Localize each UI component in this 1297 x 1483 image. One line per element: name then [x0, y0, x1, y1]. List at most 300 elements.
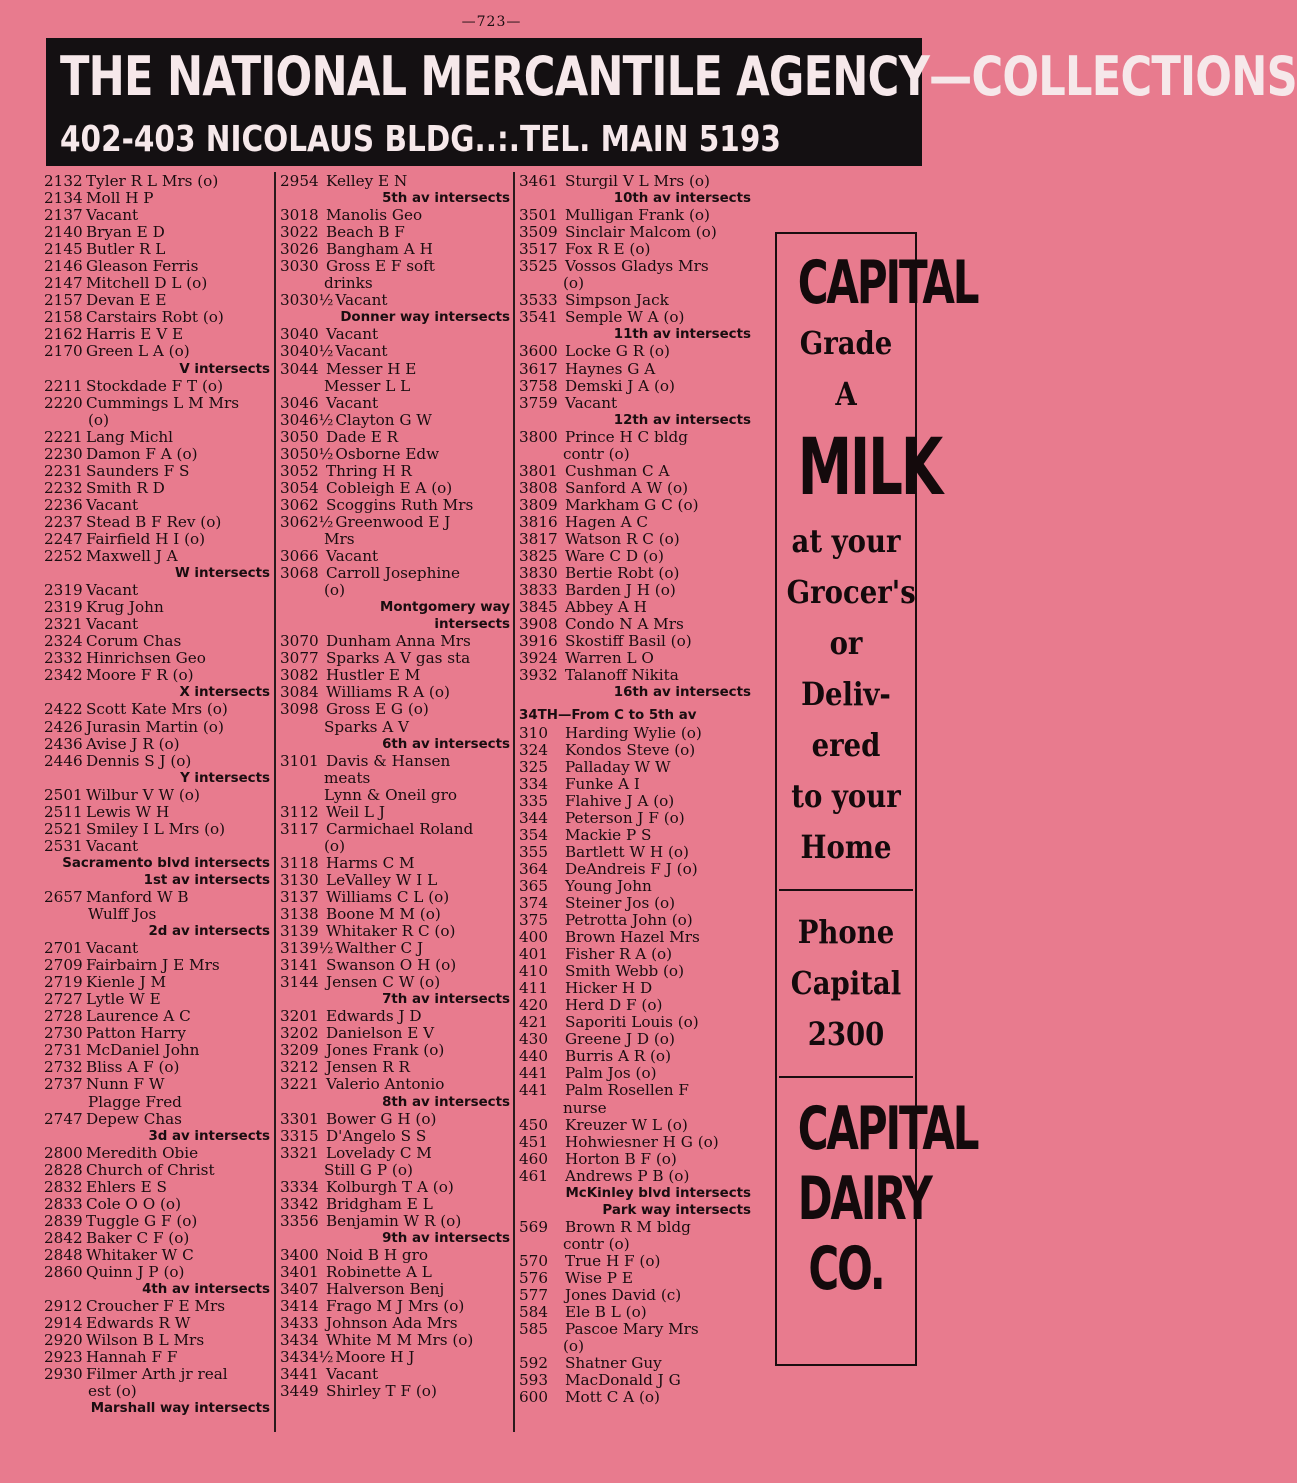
intersection-heading: 6th av intersects — [382, 736, 510, 752]
house-number: 585 — [519, 1320, 548, 1339]
house-number: 2147 — [44, 274, 83, 293]
house-number: 400 — [519, 928, 548, 947]
resident-name: Shirley T F (o) — [326, 1382, 437, 1401]
house-number: 335 — [519, 791, 548, 810]
resident-name: DeAndreis F J (o) — [565, 859, 698, 878]
listing-row — [44, 633, 270, 650]
resident-name: Robinette A L — [326, 1263, 432, 1281]
listing-row — [280, 1179, 510, 1196]
house-number: 3808 — [519, 478, 558, 497]
house-number: 2521 — [44, 819, 83, 838]
resident-name: Stockdade F T (o) — [86, 376, 223, 395]
resident-name: Steiner Jos (o) — [565, 893, 676, 912]
house-number: 3141 — [280, 956, 319, 975]
house-number: 310 — [519, 723, 548, 742]
house-number: 2839 — [44, 1211, 83, 1230]
ad-text: Grocer's — [786, 573, 916, 611]
resident-name: Harris E V E — [86, 325, 184, 344]
house-number: 3517 — [519, 240, 558, 259]
resident-name: Sturgil V L Mrs (o) — [565, 172, 710, 190]
resident-name: Simpson Jack — [565, 291, 669, 310]
listing-continuation: drinks — [324, 274, 373, 293]
banner-telephone: TEL. MAIN 5193 — [519, 119, 781, 160]
resident-name: Corum Chas — [86, 632, 182, 651]
house-number: 3321 — [280, 1143, 319, 1162]
house-number: 3070 — [280, 632, 319, 651]
listing-row — [280, 429, 510, 446]
listing-row — [280, 804, 510, 821]
listing-row — [519, 378, 751, 395]
ad-company-name: CAPITAL — [797, 1094, 978, 1164]
house-number: 3221 — [280, 1075, 319, 1094]
listing-row — [519, 1253, 751, 1270]
house-number: 576 — [519, 1269, 548, 1287]
house-number: 2511 — [44, 802, 83, 821]
ad-text: to your — [791, 777, 901, 815]
resident-name: Moore H J — [335, 1348, 415, 1367]
resident-name: Warren L O — [565, 649, 654, 668]
resident-name: Bartlett W H (o) — [565, 842, 689, 861]
resident-name: Talanoff Nikita — [565, 666, 679, 685]
listing-row — [519, 1151, 751, 1168]
house-number: 2833 — [44, 1194, 83, 1213]
resident-name: Mackie P S — [565, 825, 652, 844]
house-number: 3040½ — [280, 342, 334, 361]
resident-name: Johnson Ada Mrs — [326, 1314, 458, 1333]
resident-name: Barden J H (o) — [565, 581, 676, 600]
house-number: 2137 — [44, 206, 83, 225]
listing-row — [44, 957, 270, 974]
house-number: 2342 — [44, 666, 83, 685]
house-number: 411 — [519, 979, 548, 998]
house-number: 2954 — [280, 172, 319, 190]
house-number: 451 — [519, 1132, 548, 1151]
house-number: 2321 — [44, 615, 83, 634]
listing-row — [519, 309, 751, 326]
house-number: 3082 — [280, 666, 319, 685]
resident-name: Flahive J A (o) — [565, 791, 675, 810]
listing-row — [280, 1128, 510, 1145]
resident-name: Edwards J D — [326, 1007, 422, 1026]
resident-name: Sanford A W (o) — [565, 478, 689, 497]
listing-row — [280, 207, 510, 224]
house-number: 2446 — [44, 751, 83, 770]
banner-address-line — [60, 119, 781, 160]
resident-name: Scott Kate Mrs (o) — [86, 700, 228, 719]
resident-name: Meredith Obie — [86, 1143, 199, 1162]
page-number: —723— — [461, 14, 522, 30]
house-number: 2221 — [44, 427, 83, 446]
house-number: 2134 — [44, 189, 83, 208]
house-number: 375 — [519, 911, 548, 930]
resident-name: Weil L J — [326, 802, 385, 821]
house-number: 3334 — [280, 1177, 319, 1196]
house-number: 3461 — [519, 172, 558, 190]
resident-name: Gross E F soft — [326, 257, 435, 276]
resident-name: Haynes G A — [565, 359, 656, 378]
ad-phone-number: 2300 — [807, 1015, 885, 1053]
listing-row — [519, 742, 751, 759]
resident-name: Maxwell J A — [86, 547, 178, 566]
listing-row — [519, 241, 751, 258]
resident-name: Baker C F (o) — [86, 1228, 190, 1247]
house-number: 3434 — [280, 1331, 319, 1350]
listing-row — [519, 395, 751, 412]
intersection-heading: 10th av intersects — [613, 191, 751, 207]
listing-row — [519, 759, 751, 776]
resident-name: Palm Jos (o) — [565, 1064, 657, 1083]
listing-row — [44, 190, 270, 207]
intersection-heading: 11th av intersects — [613, 327, 751, 343]
house-number: 364 — [519, 859, 548, 878]
intersection-heading: Park way intersects — [602, 1202, 751, 1218]
listing-row — [280, 1383, 510, 1400]
ad-text: or — [829, 624, 863, 662]
resident-name: Vacant — [86, 206, 139, 225]
listing-row — [280, 974, 510, 991]
house-number: 3932 — [519, 666, 558, 685]
listing-row — [280, 480, 510, 497]
resident-name: Pascoe Mary Mrs — [565, 1320, 699, 1339]
listing-row — [519, 912, 751, 929]
listing-row — [519, 1065, 751, 1082]
house-number: 3407 — [280, 1280, 319, 1299]
listing-continuation: contr (o) — [563, 1234, 630, 1253]
resident-name: Butler R L — [86, 240, 166, 259]
house-number: 3400 — [280, 1245, 319, 1264]
house-number: 3441 — [280, 1365, 319, 1384]
house-number: 2158 — [44, 308, 83, 327]
resident-name: Vacant — [335, 342, 388, 361]
banner-address: 402-403 NICOLAUS BLDG. — [60, 119, 486, 160]
listing-row — [519, 258, 751, 275]
resident-name: Krug John — [86, 598, 164, 617]
listing-row — [519, 1168, 751, 1185]
house-number: 441 — [519, 1064, 548, 1083]
listing-row — [44, 1162, 270, 1179]
listing-continuation: Lynn & Oneil gro — [324, 785, 458, 804]
ad-text: ered — [811, 726, 881, 764]
house-number: 593 — [519, 1371, 548, 1390]
listing-continuation: Plagge Fred — [88, 1092, 182, 1111]
resident-name: Fox R E (o) — [565, 240, 651, 259]
house-number: 2319 — [44, 598, 83, 617]
listing-row — [519, 1372, 751, 1389]
house-number: 3816 — [519, 512, 558, 531]
house-number: 2719 — [44, 973, 83, 992]
house-number: 374 — [519, 893, 548, 912]
house-number: 3046 — [280, 393, 319, 412]
house-number: 2501 — [44, 785, 83, 804]
listing-row — [519, 582, 751, 599]
resident-name: Vacant — [326, 547, 379, 566]
listing-row — [280, 1145, 510, 1162]
resident-name: Kolburgh T A (o) — [326, 1177, 454, 1196]
listing-row — [44, 889, 270, 906]
listing-row — [280, 497, 510, 514]
intersection-heading: 5th av intersects — [382, 191, 510, 207]
house-number: 3845 — [519, 598, 558, 617]
listing-row — [519, 514, 751, 531]
listing-continuation: Messer L L — [324, 376, 411, 395]
listing-row — [519, 1219, 751, 1236]
resident-name: Church of Christ — [86, 1160, 215, 1179]
intersection-heading: 7th av intersects — [382, 992, 510, 1008]
resident-name: Manolis Geo — [326, 206, 423, 225]
listing-row — [44, 1332, 270, 1349]
directory-column-2 — [280, 173, 510, 1400]
house-number: 600 — [519, 1388, 548, 1407]
listing-row — [519, 1321, 751, 1338]
resident-name: Harms C M — [326, 853, 415, 872]
house-number: 2737 — [44, 1075, 83, 1094]
listing-row — [519, 1048, 751, 1065]
house-number: 584 — [519, 1303, 548, 1322]
resident-name: Young John — [565, 876, 652, 895]
resident-name: Cole O O (o) — [86, 1194, 181, 1213]
resident-name: Laurence A C — [86, 1007, 191, 1026]
listing-row — [44, 531, 270, 548]
resident-name: Lytle W E — [86, 990, 161, 1009]
listing-row — [44, 1111, 270, 1128]
listing-row — [44, 701, 270, 718]
listing-row — [44, 309, 270, 326]
resident-name: Valerio Antonio — [326, 1075, 445, 1094]
resident-name: True H F (o) — [565, 1251, 661, 1270]
listing-row — [519, 861, 751, 878]
listing-continuation: Sparks A V — [324, 717, 410, 736]
listing-row — [280, 753, 510, 770]
resident-name: Vacant — [565, 393, 618, 412]
banner-title: THE NATIONAL MERCANTILE AGENCY—COLLECTIONS — [60, 45, 1297, 108]
listing-row — [280, 1264, 510, 1281]
ad-company-name: DAIRY — [797, 1164, 931, 1234]
resident-name: MacDonald J G — [565, 1371, 681, 1390]
listing-row — [44, 719, 270, 736]
resident-name: Demski J A (o) — [565, 376, 675, 395]
listing-row — [280, 361, 510, 378]
listing-row — [44, 616, 270, 633]
resident-name: Smith Webb (o) — [565, 962, 684, 981]
listing-row — [519, 1082, 751, 1099]
house-number: 3084 — [280, 683, 319, 702]
resident-name: Semple W A (o) — [565, 308, 685, 327]
listing-row — [44, 1025, 270, 1042]
listing-row — [280, 701, 510, 718]
resident-name: Whitaker W C — [86, 1245, 194, 1264]
listing-row — [44, 326, 270, 343]
house-number: 3449 — [280, 1382, 319, 1401]
listing-row — [280, 1059, 510, 1076]
resident-name: Davis & Hansen — [326, 751, 451, 770]
listing-row — [44, 1315, 270, 1332]
listing-row — [280, 1111, 510, 1128]
listing-row — [519, 1270, 751, 1287]
capital-dairy-advertisement — [775, 232, 978, 1366]
house-number: 3501 — [519, 206, 558, 225]
column-divider — [513, 172, 515, 1432]
resident-name: Green L A (o) — [86, 342, 190, 361]
listing-continuation: (o) — [563, 274, 584, 293]
listing-row — [280, 923, 510, 940]
listing-row — [519, 1014, 751, 1031]
house-number: 3112 — [280, 802, 319, 821]
resident-name: Beach B F — [326, 223, 405, 242]
column-divider — [274, 172, 276, 1432]
listing-row — [44, 1247, 270, 1264]
resident-name: Abbey A H — [565, 598, 647, 617]
resident-name: Horton B F (o) — [565, 1149, 677, 1168]
resident-name: Clayton G W — [335, 410, 432, 429]
listing-row — [280, 446, 510, 463]
house-number: 3022 — [280, 223, 319, 242]
house-number: 2247 — [44, 529, 83, 548]
house-number: 3825 — [519, 547, 558, 566]
intersection-heading: 3d av intersects — [148, 1128, 270, 1144]
ad-text: at your — [791, 522, 901, 560]
listing-row — [280, 872, 510, 889]
house-number: 3050½ — [280, 444, 334, 463]
house-number: 3030½ — [280, 291, 334, 310]
listing-row — [44, 207, 270, 224]
listing-row — [44, 1349, 270, 1366]
directory-column-1 — [44, 173, 270, 1417]
banner-separator: .:. — [485, 119, 520, 160]
listing-row — [44, 838, 270, 855]
house-number: 2157 — [44, 291, 83, 310]
intersection-heading: 8th av intersects — [382, 1094, 510, 1110]
resident-name: Halverson Benj — [326, 1280, 445, 1299]
listing-row — [44, 1298, 270, 1315]
house-number: 2170 — [44, 342, 83, 361]
resident-name: Avise J R (o) — [86, 734, 180, 753]
house-number: 3533 — [519, 291, 558, 310]
intersection-heading: Sacramento blvd intersects — [62, 855, 270, 871]
house-number: 2426 — [44, 717, 83, 736]
house-number: 3054 — [280, 478, 319, 497]
resident-name: Jurasin Martin (o) — [86, 717, 224, 736]
listing-row — [280, 1076, 510, 1093]
resident-name: Carmichael Roland — [326, 819, 474, 838]
resident-name: Condo N A Mrs — [565, 615, 684, 634]
house-number: 450 — [519, 1115, 548, 1134]
resident-name: Prince H C bldg — [565, 427, 688, 446]
listing-row — [280, 565, 510, 582]
house-number: 344 — [519, 808, 548, 827]
listing-row — [519, 463, 751, 480]
listing-row — [519, 878, 751, 895]
resident-name: Vacant — [86, 615, 139, 634]
resident-name: Peterson J F (o) — [565, 808, 685, 827]
house-number: 2132 — [44, 172, 83, 190]
listing-continuation: Still G P (o) — [324, 1160, 413, 1179]
intersection-heading: 12th av intersects — [613, 412, 751, 428]
intersection-heading: Donner way intersects — [340, 310, 510, 326]
listing-row — [44, 991, 270, 1008]
house-number: 3044 — [280, 359, 319, 378]
resident-name: Filmer Arth jr real — [86, 1365, 228, 1384]
resident-name: D'Angelo S S — [326, 1126, 427, 1145]
listing-row — [519, 827, 751, 844]
resident-name: LeValley W I L — [326, 870, 438, 889]
listing-row — [280, 1349, 510, 1366]
house-number: 3809 — [519, 495, 558, 514]
listing-row — [44, 343, 270, 360]
house-number: 3401 — [280, 1263, 319, 1281]
house-number: 2332 — [44, 649, 83, 668]
listing-row — [44, 650, 270, 667]
resident-name: Benjamin W R (o) — [326, 1211, 462, 1230]
house-number: 2657 — [44, 887, 83, 906]
resident-name: Harding Wylie (o) — [565, 723, 702, 742]
listing-row — [44, 1076, 270, 1093]
resident-name: Herd D F (o) — [565, 996, 663, 1015]
house-number: 2236 — [44, 495, 83, 514]
resident-name: Vacant — [335, 291, 388, 310]
resident-name: Boone M M (o) — [326, 905, 441, 924]
house-number: 2923 — [44, 1348, 83, 1367]
house-number: 2732 — [44, 1058, 83, 1077]
house-number: 3541 — [519, 308, 558, 327]
house-number: 2828 — [44, 1160, 83, 1179]
listing-row — [44, 514, 270, 531]
intersection-heading: Marshall way intersects — [90, 1401, 270, 1417]
resident-name: Wilbur V W (o) — [86, 785, 200, 804]
listing-row — [280, 1281, 510, 1298]
house-number: 3212 — [280, 1058, 319, 1077]
listing-row — [44, 292, 270, 309]
house-number: 3414 — [280, 1297, 319, 1316]
listing-continuation: contr (o) — [563, 444, 630, 463]
house-number: 2211 — [44, 376, 83, 395]
listing-row — [519, 667, 751, 684]
listing-row — [44, 736, 270, 753]
resident-name: Bliss A F (o) — [86, 1058, 180, 1077]
listing-row — [519, 207, 751, 224]
house-number: 2436 — [44, 734, 83, 753]
resident-name: Wilson B L Mrs — [86, 1331, 205, 1350]
house-number: 2145 — [44, 240, 83, 259]
resident-name: Smiley I L Mrs (o) — [86, 819, 226, 838]
house-number: 2237 — [44, 512, 83, 531]
listing-row — [519, 548, 751, 565]
resident-name: Devan E E — [86, 291, 167, 310]
listing-row — [44, 224, 270, 241]
resident-name: Sinclair Malcom (o) — [565, 223, 717, 242]
listing-row — [44, 804, 270, 821]
resident-name: Kreuzer W L (o) — [565, 1115, 688, 1134]
intersection-heading: intersects — [434, 617, 510, 633]
house-number: 570 — [519, 1251, 548, 1270]
listing-row — [44, 1008, 270, 1025]
house-number: 3139½ — [280, 939, 334, 958]
house-number: 3759 — [519, 393, 558, 412]
house-number: 3130 — [280, 870, 319, 889]
intersection-heading: V intersects — [179, 361, 270, 377]
house-number: 2422 — [44, 700, 83, 719]
house-number: 2319 — [44, 581, 83, 600]
resident-name: Sparks A V gas sta — [326, 649, 471, 668]
resident-name: Frago M J Mrs (o) — [326, 1297, 465, 1316]
listing-row — [519, 895, 751, 912]
resident-name: Shatner Guy — [565, 1354, 662, 1373]
listing-row — [44, 1213, 270, 1230]
resident-name: Vacant — [326, 393, 379, 412]
house-number: 2531 — [44, 836, 83, 855]
intersection-heading: McKinley blvd intersects — [565, 1185, 751, 1201]
house-number: 3924 — [519, 649, 558, 668]
resident-name: Messer H E — [326, 359, 417, 378]
